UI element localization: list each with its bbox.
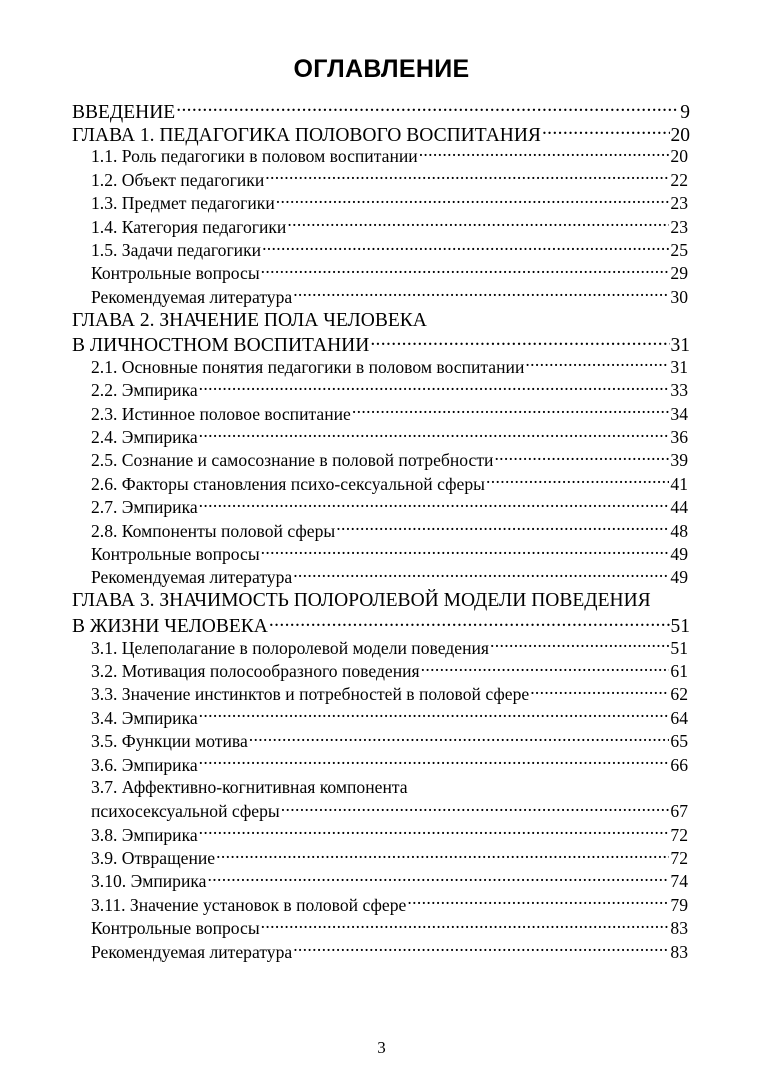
toc-entry-page: 29 bbox=[670, 263, 688, 284]
toc-entry-title: 2.6. Факторы становления психо-сексуальной сферы bbox=[91, 473, 485, 494]
toc-entry-page: 49 bbox=[670, 544, 688, 565]
toc-entry-section-3-9[interactable] bbox=[72, 847, 688, 870]
toc-entry-page: 72 bbox=[670, 824, 688, 845]
dot-leader bbox=[419, 145, 670, 163]
toc-entry-page: 64 bbox=[670, 707, 688, 728]
toc-entry-chapter-3-line-1[interactable] bbox=[72, 589, 690, 612]
toc-entry-title: В ЖИЗНИ ЧЕЛОВЕКА bbox=[72, 616, 268, 638]
toc-entry-title: 2.3. Истинное половое воспитание bbox=[91, 403, 351, 424]
toc-entry-title: 3.10. Эмпирика bbox=[91, 871, 207, 892]
toc-entry-page: 20 bbox=[670, 146, 688, 167]
dot-leader bbox=[407, 893, 669, 911]
toc-entry-chapter-1[interactable] bbox=[72, 121, 690, 144]
dot-leader bbox=[486, 472, 669, 490]
toc-entry-section-3-3[interactable] bbox=[72, 683, 688, 706]
toc-entry-section-3-11[interactable] bbox=[72, 893, 688, 916]
dot-leader bbox=[525, 355, 669, 373]
dot-leader bbox=[261, 262, 670, 280]
toc-entry-section-2-3[interactable] bbox=[72, 402, 688, 425]
toc-entry-section-3-6[interactable] bbox=[72, 753, 688, 776]
toc-entry-section-3-10[interactable] bbox=[72, 870, 688, 893]
toc-entry-section-3-2[interactable] bbox=[72, 659, 688, 682]
toc-entry-section-1-5[interactable] bbox=[72, 238, 688, 261]
toc-entry-title: ГЛАВА 1. ПЕДАГОГИКА ПОЛОВОГО ВОСПИТАНИЯ bbox=[72, 124, 541, 146]
toc-entry-title: 3.9. Отвращение bbox=[91, 848, 216, 869]
toc-entry-literature-1[interactable] bbox=[72, 285, 688, 308]
toc-entry-page: 72 bbox=[670, 848, 688, 869]
toc-entry-title: психосексуальной сферы bbox=[91, 801, 280, 822]
toc-entry-section-2-7[interactable] bbox=[72, 496, 688, 519]
dot-leader bbox=[293, 940, 669, 958]
toc-entry-title: 3.2. Мотивация полосообразного поведения bbox=[91, 660, 420, 681]
toc-entry-title: 1.4. Категория педагогики bbox=[91, 216, 287, 237]
dot-leader bbox=[261, 917, 670, 935]
toc-entry-literature-3[interactable] bbox=[72, 940, 688, 963]
toc-entry-title: Контрольные вопросы bbox=[91, 918, 260, 939]
dot-leader bbox=[421, 659, 670, 677]
dot-leader bbox=[269, 613, 670, 633]
dot-leader bbox=[199, 496, 670, 514]
toc-entry-title: В ЛИЧНОСТНОМ ВОСПИТАНИИ bbox=[72, 335, 370, 357]
dot-leader bbox=[199, 706, 670, 724]
toc-entry-section-3-1[interactable] bbox=[72, 636, 688, 659]
toc-entry-title: 2.2. Эмпирика bbox=[91, 380, 198, 401]
toc-entry-page: 23 bbox=[670, 193, 688, 214]
dot-leader bbox=[199, 425, 670, 443]
dot-leader bbox=[216, 847, 669, 865]
toc-entry-title: ВВЕДЕНИЕ bbox=[72, 101, 176, 123]
toc-entry-page: 39 bbox=[670, 450, 688, 471]
toc-entry-page: 30 bbox=[670, 286, 688, 307]
toc-entry-title: 1.3. Предмет педагогики bbox=[91, 193, 275, 214]
toc-entry-section-2-4[interactable] bbox=[72, 425, 688, 448]
toc-entry-title: Контрольные вопросы bbox=[91, 544, 260, 565]
toc-entry-page: 83 bbox=[670, 918, 688, 939]
dot-leader bbox=[207, 870, 669, 888]
toc-entry-page: 34 bbox=[670, 403, 688, 424]
toc-entry-title: 3.5. Функции мотива bbox=[91, 731, 248, 752]
toc-entry-title: 1.5. Задачи педагогики bbox=[91, 239, 262, 260]
toc-entry-page: 31 bbox=[670, 335, 690, 357]
page-number: 3 bbox=[377, 1038, 386, 1057]
toc-entry-page: 74 bbox=[670, 871, 688, 892]
toc-entry-page: 66 bbox=[670, 754, 688, 775]
toc-entry-title: Рекомендуемая литература bbox=[91, 286, 293, 307]
toc-entry-section-1-1[interactable] bbox=[72, 145, 688, 168]
toc-entry-page: 79 bbox=[670, 894, 688, 915]
toc-entry-section-2-2[interactable] bbox=[72, 379, 688, 402]
toc-entry-title: Рекомендуемая литература bbox=[91, 941, 293, 962]
toc-entry-literature-2[interactable] bbox=[72, 566, 688, 589]
toc-entry-section-1-2[interactable] bbox=[72, 168, 688, 191]
toc-entry-title: Контрольные вопросы bbox=[91, 263, 260, 284]
dot-leader bbox=[530, 683, 669, 701]
toc-entry-page: 48 bbox=[670, 520, 688, 541]
dot-leader bbox=[261, 542, 670, 560]
toc-entry-section-2-6[interactable] bbox=[72, 472, 688, 495]
toc-entry-section-2-8[interactable] bbox=[72, 519, 688, 542]
page-title: ОГЛАВЛЕНИЕ bbox=[293, 55, 470, 83]
toc-entry-page: 51 bbox=[670, 616, 690, 638]
toc-entry-section-3-7-line-1[interactable] bbox=[72, 776, 688, 799]
toc-entry-title: 3.4. Эмпирика bbox=[91, 707, 198, 728]
dot-leader bbox=[542, 121, 670, 141]
toc-entry-review-questions-3[interactable] bbox=[72, 917, 688, 940]
toc-entry-page: 62 bbox=[670, 684, 688, 705]
toc-entry-title: 2.4. Эмпирика bbox=[91, 427, 198, 448]
toc-entry-title: 1.2. Объект педагогики bbox=[91, 169, 265, 190]
toc-entry-page: 9 bbox=[680, 101, 690, 123]
toc-entry-page: 41 bbox=[670, 473, 688, 494]
toc-entry-section-1-3[interactable] bbox=[72, 192, 688, 215]
dot-leader bbox=[199, 823, 670, 841]
toc-entry-section-2-5[interactable] bbox=[72, 449, 688, 472]
toc-entry-page: 51 bbox=[670, 637, 688, 658]
toc-entry-title: 3.11. Значение установок в половой сфере bbox=[91, 894, 407, 915]
dot-leader bbox=[176, 98, 679, 118]
dot-leader bbox=[281, 800, 670, 818]
dot-leader bbox=[336, 519, 669, 537]
toc-entry-page: 22 bbox=[670, 169, 688, 190]
dot-leader bbox=[490, 636, 669, 654]
toc-entry-page: 31 bbox=[670, 356, 688, 377]
toc-entry-page: 20 bbox=[670, 124, 690, 146]
toc-entry-title: ГЛАВА 2. ЗНАЧЕНИЕ ПОЛА ЧЕЛОВЕКА bbox=[72, 309, 427, 331]
dot-leader bbox=[293, 285, 669, 303]
toc-entry-page: 67 bbox=[670, 801, 688, 822]
dot-leader bbox=[494, 449, 669, 467]
dot-leader bbox=[370, 332, 669, 352]
toc-entry-page: 83 bbox=[670, 941, 688, 962]
toc-entry-title: ГЛАВА 3. ЗНАЧИМОСТЬ ПОЛОРОЛЕВОЙ МОДЕЛИ ПОВЕДЕНИЯ bbox=[72, 590, 651, 612]
dot-leader bbox=[352, 402, 670, 420]
toc-entry-title: 2.5. Сознание и самосознание в половой потребности bbox=[91, 450, 494, 471]
toc-entry-introduction[interactable] bbox=[72, 98, 690, 121]
toc-entry-page: 25 bbox=[670, 239, 688, 260]
toc-entry-title: 2.7. Эмпирика bbox=[91, 497, 198, 518]
toc-entry-chapter-3-line-2[interactable] bbox=[72, 613, 690, 636]
toc-entry-chapter-2-line-2[interactable] bbox=[72, 332, 690, 355]
toc-entry-title: 2.1. Основные понятия педагогики в половом воспитании bbox=[91, 356, 525, 377]
toc-entry-section-3-8[interactable] bbox=[72, 823, 688, 846]
toc-entry-title: 3.1. Целеполагание в полоролевой модели поведения bbox=[91, 637, 489, 658]
toc-entry-title: Рекомендуемая литература bbox=[91, 567, 293, 588]
toc-entry-page: 23 bbox=[670, 216, 688, 237]
toc-entry-page: 49 bbox=[670, 567, 688, 588]
dot-leader bbox=[249, 730, 670, 748]
toc-entry-title: 3.3. Значение инстинктов и потребностей в половой сфере bbox=[91, 684, 530, 705]
toc-entry-review-questions-1[interactable] bbox=[72, 262, 688, 285]
toc-entry-title: 3.7. Аффективно-когнитивная компонента bbox=[91, 777, 408, 798]
toc-entry-section-1-4[interactable] bbox=[72, 215, 688, 238]
toc-entry-section-3-4[interactable] bbox=[72, 706, 688, 729]
toc-entry-section-3-7-line-2[interactable] bbox=[72, 800, 688, 823]
toc-entry-page: 36 bbox=[670, 427, 688, 448]
toc-entry-page: 65 bbox=[670, 731, 688, 752]
table-of-contents bbox=[72, 98, 690, 963]
toc-entry-page: 44 bbox=[670, 497, 688, 518]
toc-entry-title: 3.8. Эмпирика bbox=[91, 824, 198, 845]
toc-entry-section-2-1[interactable] bbox=[72, 355, 688, 378]
dot-leader bbox=[262, 238, 669, 256]
dot-leader bbox=[199, 379, 670, 397]
dot-leader bbox=[287, 215, 669, 233]
toc-entry-title: 1.1. Роль педагогики в половом воспитании bbox=[91, 146, 418, 167]
toc-entry-page: 61 bbox=[670, 660, 688, 681]
toc-entry-title: 3.6. Эмпирика bbox=[91, 754, 198, 775]
dot-leader bbox=[265, 168, 669, 186]
toc-entry-page: 33 bbox=[670, 380, 688, 401]
toc-entry-title: 2.8. Компоненты половой сферы bbox=[91, 520, 336, 541]
dot-leader bbox=[293, 566, 669, 584]
dot-leader bbox=[276, 192, 670, 210]
toc-entry-section-3-5[interactable] bbox=[72, 730, 688, 753]
toc-entry-review-questions-2[interactable] bbox=[72, 542, 688, 565]
dot-leader bbox=[199, 753, 670, 771]
toc-entry-chapter-2-line-1[interactable] bbox=[72, 309, 690, 332]
